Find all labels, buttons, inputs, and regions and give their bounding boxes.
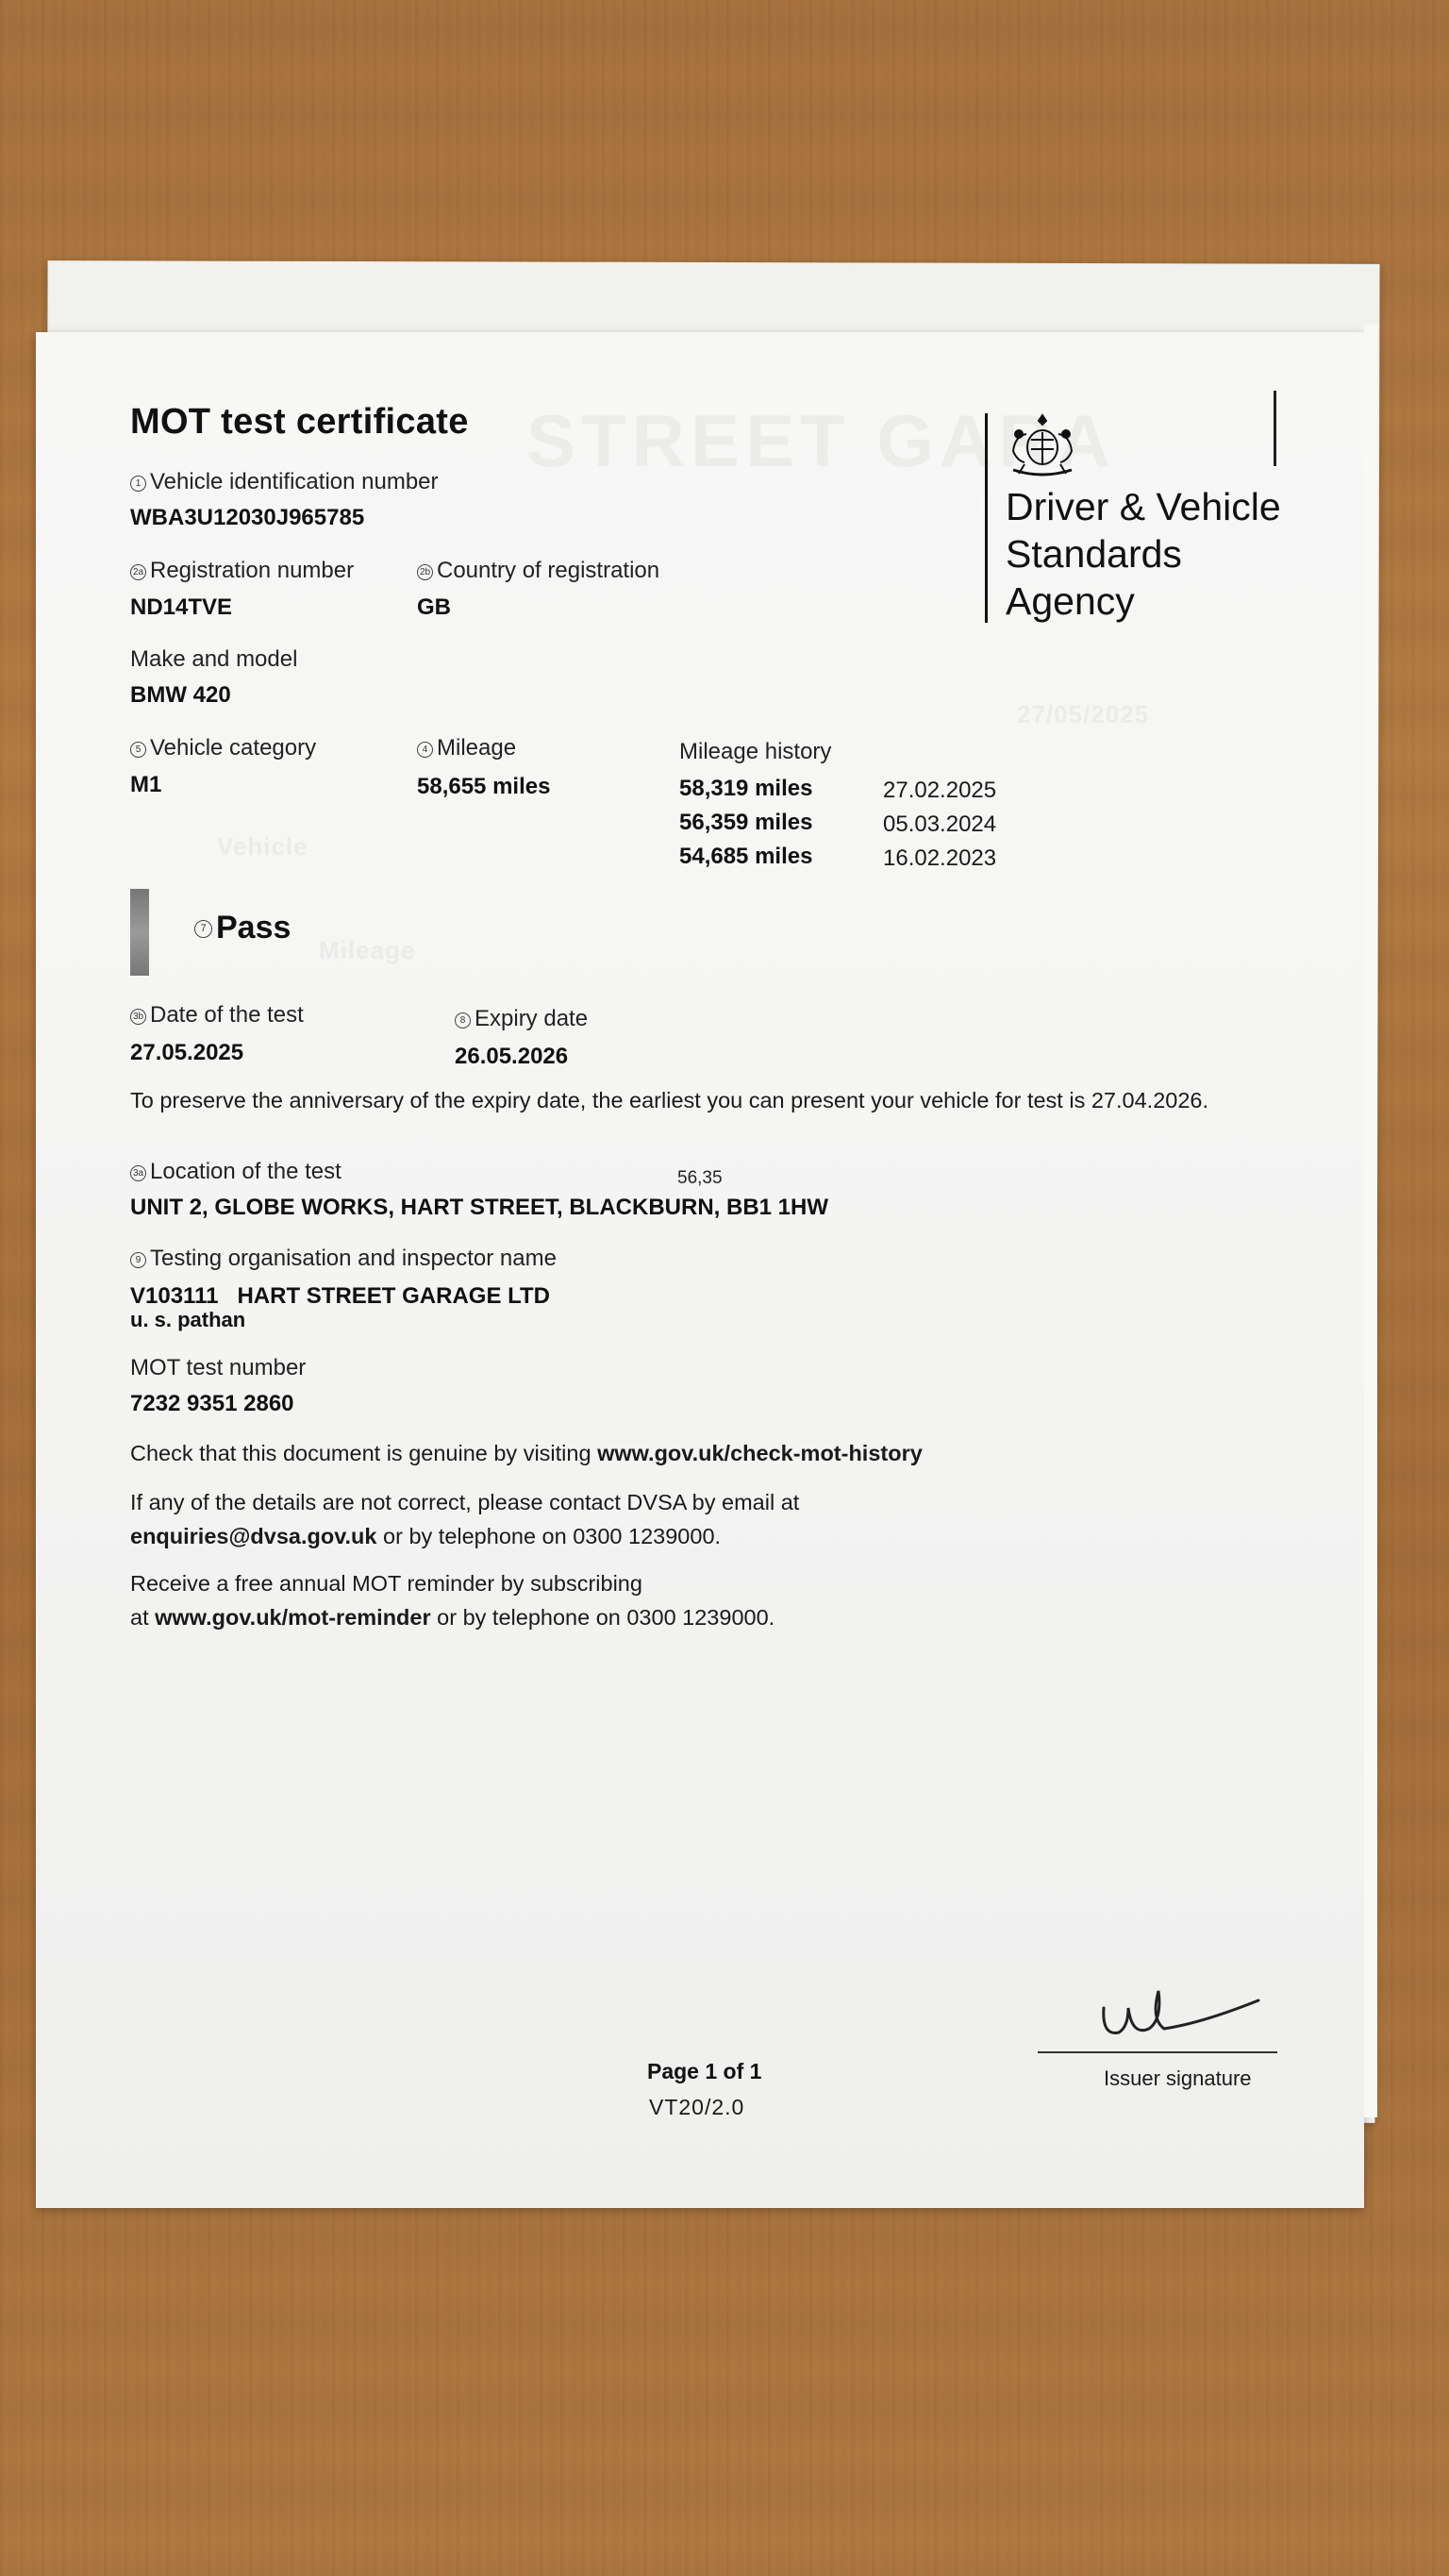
mileage-history-date-2: 05.03.2024 xyxy=(883,811,997,837)
agency-line-2: Standards xyxy=(1006,532,1182,576)
test-number-label: MOT test number xyxy=(130,1355,307,1380)
agency-line-3: Agency xyxy=(1006,579,1135,623)
pass-marker-bar xyxy=(130,889,149,976)
mileage-history-date-1: 27.02.2025 xyxy=(883,778,997,803)
organisation-label: 9 Testing organisation and inspector name xyxy=(130,1246,557,1272)
dvsa-email-link[interactable]: enquiries@dvsa.gov.uk xyxy=(130,1524,377,1548)
sheet-edge xyxy=(1364,325,1377,2117)
organisation-value: V103111 HART STREET GARAGE LTD xyxy=(130,1283,550,1309)
corner-mark xyxy=(1274,391,1276,466)
result-number-marker: 7 xyxy=(194,920,212,938)
mileage-history-date-3: 16.02.2023 xyxy=(883,845,997,871)
expiry-date-value: 26.05.2026 xyxy=(455,1044,569,1069)
form-code: VT20/2.0 xyxy=(649,2095,745,2119)
category-number-marker: 5 xyxy=(130,742,146,758)
registration-label: 2a Registration number xyxy=(130,558,354,584)
test-result: 7 Pass xyxy=(194,910,291,946)
logo-divider xyxy=(985,413,988,623)
mileage-label: 4 Mileage xyxy=(417,735,516,761)
country-value: GB xyxy=(417,594,451,620)
contact-text: If any of the details are not correct, please contact DVSA by email at enquiries@dvsa.gov.uk or by telephone on 0300 1239000. xyxy=(130,1490,800,1548)
mileage-history-miles-3: 54,685 miles xyxy=(679,844,813,869)
test-date-value: 27.05.2025 xyxy=(130,1040,244,1065)
registration-number-marker: 2a xyxy=(130,564,146,580)
expiry-date-number-marker: 8 xyxy=(455,1012,471,1029)
mot-certificate-sheet xyxy=(36,332,1364,2208)
mileage-history-miles-1: 58,319 miles xyxy=(679,776,813,801)
vin-number-marker: 1 xyxy=(130,476,146,492)
make-model-label: Make and model xyxy=(130,646,298,672)
category-value: M1 xyxy=(130,772,162,797)
show-through-date xyxy=(1017,700,1149,729)
signature-label: Issuer signature xyxy=(1104,2066,1252,2090)
show-through-mileage xyxy=(319,936,415,965)
mileage-value: 58,655 miles xyxy=(417,774,551,799)
royal-crest-icon xyxy=(1004,411,1081,481)
mileage-history-miles-2: 56,359 miles xyxy=(679,810,813,835)
location-label: 3a Location of the test xyxy=(130,1159,341,1185)
make-model-value: BMW 420 xyxy=(130,682,231,708)
location-value: UNIT 2, GLOBE WORKS, HART STREET, BLACKBURN, BB1 1HW xyxy=(130,1195,829,1220)
registration-value: ND14TVE xyxy=(130,594,233,620)
vin-label: 1 Vehicle identification number xyxy=(130,469,439,495)
signature-line xyxy=(1038,2051,1277,2053)
country-label: 2b Country of registration xyxy=(417,558,659,584)
page-indicator: Page 1 of 1 xyxy=(647,2059,762,2083)
organisation-number-marker: 9 xyxy=(130,1252,146,1268)
test-date-number-marker: 3b xyxy=(130,1009,146,1025)
category-label: 5 Vehicle category xyxy=(130,735,316,761)
country-number-marker: 2b xyxy=(417,564,433,580)
certificate-title: MOT test certificate xyxy=(130,402,469,442)
genuine-check-text: Check that this document is genuine by visiting www.gov.uk/check-mot-history xyxy=(130,1441,923,1465)
expiry-date-label: 8 Expiry date xyxy=(455,1006,588,1032)
test-date-label: 3b Date of the test xyxy=(130,1002,304,1029)
location-overprint: 56,35 xyxy=(677,1168,723,1188)
mileage-number-marker: 4 xyxy=(417,742,433,758)
anniversary-note: To preserve the anniversary of the expiry date, the earliest you can present your vehicle for test is 27.04.2026. xyxy=(130,1088,1208,1112)
inspector-name: u. s. pathan xyxy=(130,1308,246,1331)
issuer-signature-mark xyxy=(1098,1974,1287,2049)
location-number-marker: 3a xyxy=(130,1165,146,1181)
mileage-history-label: Mileage history xyxy=(679,739,832,764)
vin-value: WBA3U12030J965785 xyxy=(130,505,365,530)
agency-line-1: Driver & Vehicle xyxy=(1006,485,1281,528)
agency-name xyxy=(1006,483,1281,625)
check-mot-history-link[interactable]: www.gov.uk/check-mot-history xyxy=(597,1441,923,1465)
mot-reminder-link[interactable]: www.gov.uk/mot-reminder xyxy=(155,1605,431,1630)
show-through-vehicle xyxy=(217,832,308,861)
test-number-value: 7232 9351 2860 xyxy=(130,1391,294,1416)
reminder-text: Receive a free annual MOT reminder by subscribing at www.gov.uk/mot-reminder or by telephone on 0300 1239000. xyxy=(130,1571,775,1630)
